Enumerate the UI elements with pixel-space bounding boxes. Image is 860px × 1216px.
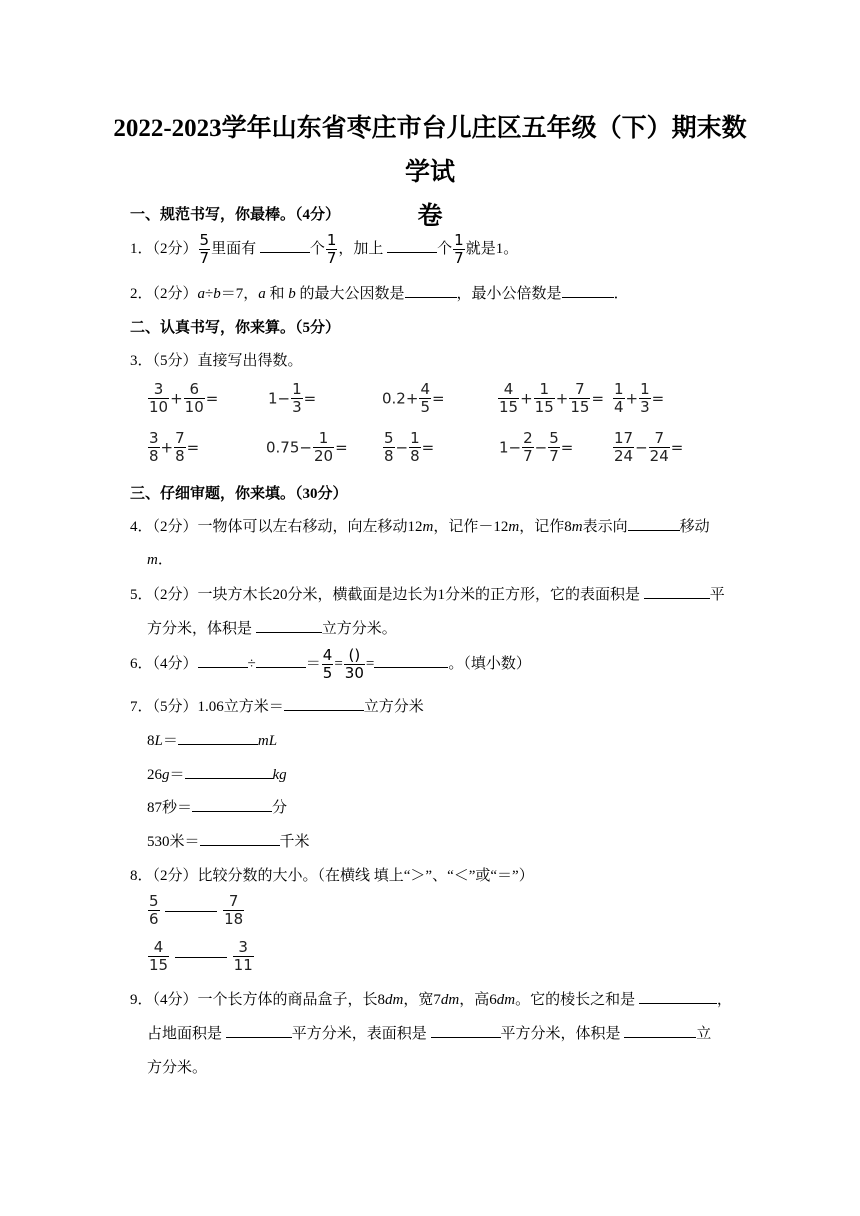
fraction — [148, 430, 160, 465]
q4-text-2: ，记作－12 — [433, 519, 509, 535]
q2-blank-2[interactable] — [562, 283, 614, 298]
q8-pair-2 — [147, 939, 255, 974]
question-7-line2 — [147, 729, 277, 750]
fraction — [233, 939, 254, 974]
q7-blank-3[interactable] — [185, 764, 273, 779]
q5-text-3: 方分米，体积是 — [147, 621, 253, 637]
section-1-heading: 一、规范书写，你最棒。（4分） — [130, 207, 341, 223]
q9-blank-2[interactable] — [226, 1023, 292, 1038]
q8-text: 比较分数的大小。（在横线 填上“＞”、“＜”或“＝”） — [197, 868, 534, 884]
q4-text-3: ，记作8 — [519, 519, 572, 535]
operator: = — [560, 438, 574, 457]
q1-blank-2[interactable] — [387, 238, 437, 253]
q2-text-2: 和 — [269, 286, 285, 302]
fraction — [291, 381, 303, 416]
q1-text-2: 个 — [309, 240, 325, 257]
question-7-line5 — [147, 830, 310, 851]
numerator: 2 — [523, 429, 533, 447]
fraction — [498, 381, 519, 416]
calc-row1-expr3 — [382, 381, 445, 416]
q2-text-4: ，最小公倍数是 — [456, 286, 562, 302]
fraction — [419, 381, 431, 416]
q2-div: ÷ — [205, 286, 214, 302]
denominator: 24 — [614, 447, 634, 465]
q4-prefix: 4．（2分） — [130, 519, 198, 535]
fraction — [649, 430, 670, 465]
q6-div: ÷ — [247, 655, 256, 672]
operator: − — [534, 438, 548, 457]
operator: = — [335, 438, 348, 457]
q7-line4-b: 分 — [272, 800, 288, 816]
q6-eq-2: = — [334, 655, 343, 672]
numerator: 5 — [549, 429, 559, 447]
title-line-1: 2022-2023学年山东省枣庄市台儿庄区五年级（下）期末数学试 — [113, 115, 747, 186]
numerator: 4 — [498, 381, 519, 399]
numerator: 3 — [233, 939, 254, 957]
q6-fraction-1 — [322, 647, 334, 682]
denominator: 15 — [534, 398, 554, 416]
operator: 1− — [499, 438, 522, 457]
denominator: 11 — [233, 956, 253, 974]
q4-text-5: 移动 — [679, 519, 710, 535]
q7-line5-a: 530米＝ — [147, 834, 200, 850]
q6-prefix: 6．（4分） — [130, 655, 198, 672]
numerator: 1 — [292, 380, 302, 398]
title-line-2: 卷 — [417, 203, 443, 230]
fraction — [383, 430, 395, 465]
question-7 — [130, 695, 424, 716]
numerator: 1 — [454, 231, 464, 249]
numerator: 3 — [149, 429, 159, 447]
q1-blank-1[interactable] — [260, 238, 310, 253]
q6-tail: 。（填小数） — [448, 655, 531, 672]
operator: = — [303, 389, 317, 408]
q7-line2-c: mL — [257, 733, 278, 749]
numerator: 17 — [614, 429, 634, 447]
q4-unit-2: m — [508, 519, 520, 535]
question-6 — [130, 647, 531, 682]
q3-text: 直接写出得数。 — [197, 353, 303, 369]
question-7-line4 — [147, 796, 287, 817]
denominator: 7 — [454, 249, 464, 267]
q2-text-3: 的最大公因数是 — [299, 286, 405, 302]
denominator: 10 — [149, 398, 169, 416]
numerator: 4 — [322, 646, 333, 664]
denominator: 8 — [384, 447, 394, 465]
numerator: 5 — [149, 892, 159, 910]
operator: = — [431, 389, 445, 408]
q7-line1-a: 1.06立方米＝ — [197, 699, 284, 715]
calc-row2-expr2 — [266, 430, 348, 465]
q9-unit-1: dm — [385, 992, 404, 1008]
q4-text-4: 表示向 — [582, 519, 628, 535]
q1-text-1: 里面有 — [211, 240, 257, 257]
q4-blank[interactable] — [628, 516, 680, 531]
q1-prefix: 1．（2分） — [130, 240, 198, 257]
section-2-heading: 二、认真书写，你来算。（5分） — [130, 320, 341, 336]
q3-prefix: 3．（5分） — [130, 353, 198, 369]
fraction — [148, 893, 160, 928]
q9-text-4: 。它的棱长之和是 — [515, 992, 636, 1008]
q1-fraction-1 — [199, 232, 211, 267]
q9-text-9: 立 — [696, 1026, 712, 1042]
q9-blank-3[interactable] — [431, 1023, 501, 1038]
q9-text-7: 平方分米，表面积是 — [291, 1026, 427, 1042]
q9-text-1: 一个长方体的商品盒子，长8 — [197, 992, 386, 1008]
q6-fraction-2 — [344, 647, 365, 682]
q5-blank-1[interactable] — [644, 584, 710, 599]
denominator: 7 — [549, 447, 559, 465]
denominator: 7 — [523, 447, 533, 465]
question-9 — [130, 988, 732, 1009]
denominator: 7 — [199, 249, 210, 267]
q9-text-8: 平方分米，体积是 — [500, 1026, 621, 1042]
q8-pair-1 — [147, 893, 245, 928]
calc-row1-expr1 — [147, 381, 218, 416]
q5-text-1: 一块方木长20分米，横截面是边长为1分米的正方形，它的表面积是 — [197, 587, 641, 603]
denominator: 8 — [149, 447, 159, 465]
operator: + — [160, 438, 174, 457]
q2-text-1: ＝7， — [220, 286, 259, 302]
numerator: 7 — [569, 381, 590, 399]
denominator: 4 — [614, 398, 624, 416]
q9-blank-1[interactable] — [639, 989, 717, 1004]
q7-prefix: 7．（5分） — [130, 699, 198, 715]
operator: 0.75− — [266, 438, 312, 457]
denominator: 5 — [322, 664, 333, 682]
question-2 — [130, 282, 629, 303]
q2-text-5: ． — [613, 286, 629, 302]
q1-fraction-3 — [453, 232, 465, 267]
q7-line3-c: kg — [272, 767, 287, 783]
numerator: 1 — [410, 429, 420, 447]
denominator: 30 — [344, 664, 364, 682]
q7-line4-a: 87秒＝ — [147, 800, 193, 816]
operator: = — [205, 389, 219, 408]
q4-unit-1: m — [422, 519, 434, 535]
fraction — [639, 381, 651, 416]
question-9-cont — [147, 1022, 711, 1043]
q2-var-b-2: b — [288, 286, 296, 302]
q6-blank-1[interactable] — [198, 653, 248, 668]
operator: = — [651, 389, 665, 408]
fraction — [409, 430, 421, 465]
q7-blank-1[interactable] — [284, 696, 364, 711]
numerator: 1 — [313, 430, 334, 448]
fraction — [184, 381, 205, 416]
question-9-cont2 — [147, 1056, 207, 1077]
q6-blank-3[interactable] — [374, 653, 448, 668]
fraction — [548, 430, 560, 465]
calc-row1-expr5 — [612, 381, 664, 416]
denominator: 3 — [292, 398, 302, 416]
q7-line2-unit: L — [154, 733, 163, 749]
calc-row1-expr2 — [268, 381, 316, 416]
operator: = — [421, 438, 435, 457]
q4-text-6: ． — [157, 552, 173, 568]
numerator: 5 — [199, 231, 210, 249]
q1-fraction-2 — [326, 232, 338, 267]
q7-blank-2[interactable] — [178, 730, 258, 745]
q4-unit-4: m — [147, 552, 158, 568]
denominator: 7 — [326, 249, 337, 267]
denominator: 24 — [649, 447, 669, 465]
fraction — [148, 381, 169, 416]
q2-var-b: b — [213, 286, 221, 302]
q2-var-a-2: a — [258, 286, 266, 302]
numerator: 1 — [534, 381, 555, 399]
numerator: 6 — [184, 381, 205, 399]
numerator: 1 — [326, 231, 337, 249]
q9-prefix: 9．（4分） — [130, 992, 198, 1008]
q7-line3-unit: g — [162, 767, 170, 783]
q7-line1-b: 立方分米 — [363, 699, 424, 715]
q5-text-2: 平 — [709, 587, 725, 603]
q7-blank-5[interactable] — [200, 831, 280, 846]
numerator: 7 — [649, 430, 670, 448]
q5-text-4: 立方分米。 — [321, 621, 397, 637]
denominator: 15 — [499, 398, 519, 416]
operator: + — [170, 389, 183, 408]
denominator: 3 — [640, 398, 650, 416]
operator: + — [625, 389, 639, 408]
q7-line3-a: 26 — [147, 767, 162, 783]
operator: = — [591, 389, 605, 408]
operator: 1− — [268, 389, 291, 408]
q7-line3-eq: ＝ — [169, 767, 185, 783]
q8-blank-2[interactable] — [175, 956, 227, 958]
calc-row2-expr1 — [147, 430, 199, 465]
q9-text-10: 方分米。 — [147, 1060, 208, 1076]
q1-text-4: 个 — [437, 240, 453, 257]
operator: = — [186, 438, 200, 457]
calc-row2-expr4 — [499, 430, 573, 465]
question-5-cont — [147, 617, 397, 638]
calc-row1-expr4 — [497, 381, 604, 416]
numerator: 7 — [223, 893, 244, 911]
fraction — [569, 381, 590, 416]
section-3-heading: 三、仔细审题，你来填。（30分） — [130, 486, 348, 502]
numerator: 1 — [614, 380, 624, 398]
q6-eq-1: ＝ — [305, 655, 321, 672]
fraction — [313, 430, 334, 465]
denominator: 6 — [149, 910, 159, 928]
q7-line2-a: 8 — [147, 733, 155, 749]
denominator: 8 — [410, 447, 420, 465]
question-5 — [130, 583, 725, 604]
fraction — [613, 430, 634, 465]
fraction — [174, 430, 186, 465]
question-4 — [130, 515, 710, 536]
fraction — [534, 381, 555, 416]
q8-prefix: 8．（2分） — [130, 868, 198, 884]
question-4-cont — [147, 548, 173, 569]
denominator: 18 — [224, 910, 244, 928]
q1-text-5: 就是1。 — [465, 240, 519, 257]
fraction — [522, 430, 534, 465]
operator: 0.2+ — [382, 389, 419, 408]
q7-line2-eq: ＝ — [162, 733, 178, 749]
q9-text-3: ，高6 — [459, 992, 497, 1008]
q2-blank-1[interactable] — [405, 283, 457, 298]
denominator: 15 — [570, 398, 590, 416]
numerator: 3 — [148, 381, 169, 399]
q9-unit-2: dm — [440, 992, 460, 1008]
question-8 — [130, 864, 534, 885]
question-3 — [130, 349, 303, 370]
denominator: 8 — [175, 447, 185, 465]
q2-prefix: 2．（2分） — [130, 286, 198, 302]
q8-blank-1[interactable] — [165, 910, 217, 912]
operator: + — [555, 389, 569, 408]
operator: − — [395, 438, 409, 457]
q5-blank-2[interactable] — [256, 618, 322, 633]
fraction — [148, 939, 169, 974]
numerator: 4 — [148, 939, 169, 957]
denominator: 15 — [149, 956, 169, 974]
q7-blank-4[interactable] — [192, 797, 272, 812]
q1-text-3: ，加上 — [338, 240, 384, 257]
numerator: 7 — [175, 429, 185, 447]
fraction — [613, 381, 625, 416]
denominator: 20 — [313, 447, 334, 465]
q9-unit-3: dm — [496, 992, 516, 1008]
q6-eq-3: = — [365, 655, 375, 672]
question-7-line3 — [147, 763, 287, 784]
numerator: 4 — [420, 380, 430, 398]
q5-prefix: 5．（2分） — [130, 587, 198, 603]
question-1 — [130, 232, 518, 267]
q4-unit-3: m — [571, 519, 583, 535]
q4-text-1: 一物体可以左右移动，向左移动12 — [197, 519, 423, 535]
numerator: 5 — [384, 429, 394, 447]
q9-text-2: ，宽7 — [403, 992, 441, 1008]
q7-line5-b: 千米 — [279, 834, 310, 850]
denominator: 5 — [420, 398, 430, 416]
operator: = — [670, 438, 684, 457]
q2-var-a: a — [197, 286, 206, 302]
q9-text-6: 占地面积是 — [147, 1026, 223, 1042]
calc-row2-expr3 — [382, 430, 434, 465]
calc-row2-expr5 — [612, 430, 683, 465]
q6-blank-2[interactable] — [256, 653, 306, 668]
numerator: () — [344, 647, 365, 665]
fraction — [223, 893, 244, 928]
operator: − — [635, 438, 648, 457]
operator: + — [520, 389, 533, 408]
denominator: 10 — [184, 398, 204, 416]
q9-text-5: ， — [716, 992, 732, 1008]
numerator: 1 — [640, 380, 650, 398]
q9-blank-4[interactable] — [624, 1023, 696, 1038]
